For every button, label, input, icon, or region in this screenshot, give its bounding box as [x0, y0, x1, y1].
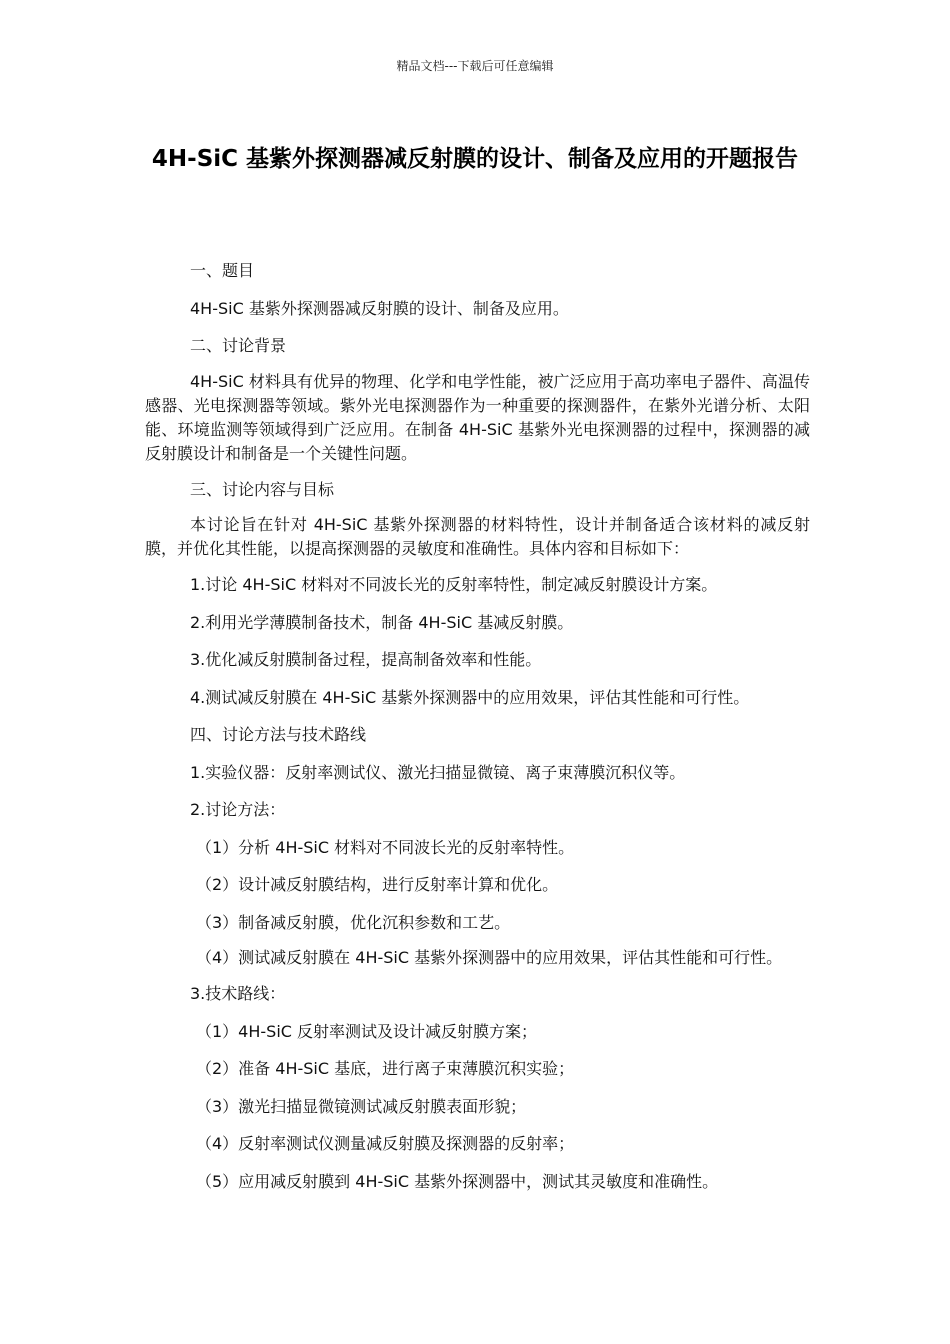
route-item: （5）应用减反射膜到 4H-SiC 基紫外探测器中，测试其灵敏度和准确性。 [196, 1171, 719, 1191]
method-item: （4）测试减反射膜在 4H-SiC 基紫外探测器中的应用效果，评估其性能和可行性。 [196, 948, 783, 967]
route-item: （2）准备 4H-SiC 基底，进行离子束薄膜沉积实验； [196, 1059, 575, 1078]
content-goals-paragraph: 本讨论旨在针对 4H-SiC 基紫外探测器的材料特性，设计并制备适合该材料的减反射膜，并优化其性能，以提高探测器的灵敏度和准确性。具体内容和目标如下： [145, 515, 810, 558]
document-body [145, 257, 810, 1205]
section-heading-background: 二、讨论背景 [190, 336, 287, 355]
route-item: （4）反射率测试仪测量减反射膜及探测器的反射率； [196, 1134, 575, 1153]
header-note: 精品文档---下载后可任意编辑 [396, 59, 554, 73]
method-item: （2）设计减反射膜结构，进行反射率计算和优化。 [196, 875, 559, 894]
route-item: （1）4H-SiC 反射率测试及设计减反射膜方案； [196, 1021, 538, 1041]
goal-item: 3.优化减反射膜制备过程，提高制备效率和性能。 [190, 650, 542, 669]
instruments-line: 1.实验仪器：反射率测试仪、激光扫描显微镜、离子束薄膜沉积仪等。 [190, 762, 686, 782]
section-heading-topic: 一、题目 [190, 261, 255, 280]
route-item: （3）激光扫描显微镜测试减反射膜表面形貌； [196, 1096, 527, 1116]
section-heading-methods: 四、讨论方法与技术路线 [190, 725, 367, 744]
method-item: （3）制备减反射膜，优化沉积参数和工艺。 [196, 912, 511, 932]
route-heading: 3.技术路线： [190, 984, 286, 1003]
method-item: （1）分析 4H-SiC 材料对不同波长光的反射率特性。 [196, 837, 575, 857]
goal-item: 2.利用光学薄膜制备技术，制备 4H-SiC 基减反射膜。 [190, 612, 574, 632]
goal-item: 1.讨论 4H-SiC 材料对不同波长光的反射率特性，制定减反射膜设计方案。 [190, 575, 718, 594]
document-title: 4H-SiC 基紫外探测器减反射膜的设计、制备及应用的开题报告 [151, 146, 799, 172]
topic-text: 4H-SiC 基紫外探测器减反射膜的设计、制备及应用。 [190, 298, 569, 318]
background-paragraph: 4H-SiC 材料具有优异的物理、化学和电学性能，被广泛应用于高功率电子器件、高温传感器、光电探测器等领域。紫外光电探测器作为一种重要的探测器件，在紫外光谱分析、太阳能、环境监测等领域得到广泛应用。在制备 4H-SiC 基紫外光电探测器的过程中，探测器的减反射膜设计和制备是一个关键性问题。 [145, 371, 810, 463]
section-heading-content-goals: 三、讨论内容与目标 [190, 479, 335, 499]
methods-heading: 2.讨论方法： [190, 800, 286, 819]
goal-item: 4.测试减反射膜在 4H-SiC 基紫外探测器中的应用效果，评估其性能和可行性。 [190, 687, 750, 707]
